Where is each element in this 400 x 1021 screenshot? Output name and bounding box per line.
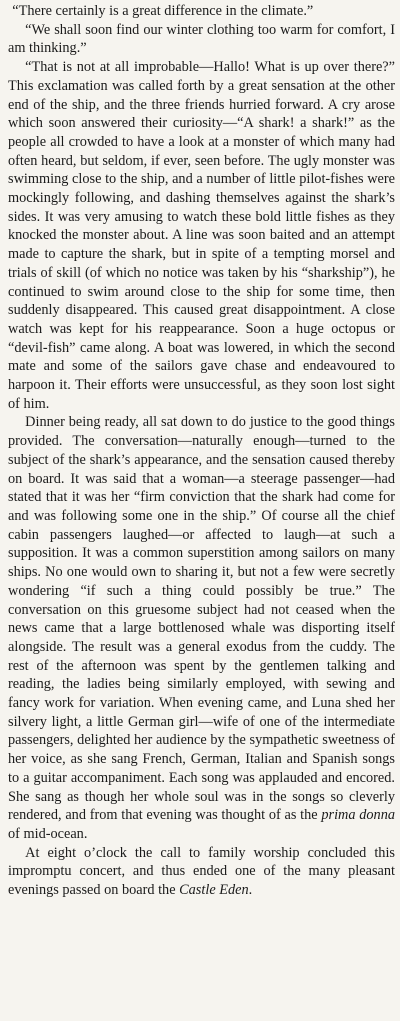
italic-text-run: Castle Eden — [179, 882, 249, 899]
text-run: “That is not at all improbable—Hallo! What is up over there?” This exclamation was called forth by a great sensation at the other end of the ship, and the three friends hurried forward. A cry arose which soon answered their curiosity—“A shark! a shark!” as the people all crowded to have a look at a monster of which many had often heard, but seldom, if ever, seen before. The ugly monster was swimming close to the ship, and a number of little pilot-fishes were mockingly following, and dashing themselves against the shark’s sides. It was very amusing to watch these bold little fishes as they knocked the monster about. A line was soon baited and an attempt made to capture the shark, but in spite of a tempting morsel and trials of skill (of which no notice was taken by his “sharkship”), he continued to swim around close to the ship for some time, then suddenly disappeared. This caused great disappointment. A close watch was kept for his reappearance. Soon a huge octopus or “devil-fish” came along. A boat was lowered, in which the second mate and some of the sailors gave chase and endeavoured to harpoon it. Their efforts were unsuccessful, as they soon lost sight of him. — [8, 59, 395, 412]
text-run: Dinner being ready, all sat down to do justice to the good things provided. The conversation—naturally enough—turned to the subject of the shark’s appearance, and the sensation caused thereby on board. It was said that a woman—a steerage passenger—had stated that it was her “firm conviction that the shark had come for and was following some one in the ship.” Of course all the chief cabin passengers laughed—or affected to laugh—at such a supposition. It was a common superstition among sailors on many ships. No one would own to sharing it, but not a few were secretly wondering “if such a thing could possibly be true.” The conversation on this gruesome subject had not ceased when the news came that a large bottlenosed whale was disporting itself alongside. The result was a general exodus from the cuddy. The rest of the afternoon was spent by the gentlemen talking and reading, the ladies being similarly employed, with sewing and fancy work for variation. When evening came, and Luna shed her silvery light, a little German girl—wife of one of the intermediate passengers, delighted her audience by the sympathetic sweetness of her voice, as she sang French, German, Italian and Spanish songs to a guitar accompaniment. Each song was applauded and encored. She sang as though her whole soul was in the songs so cleverly rendered, and from that evening was thought of as the — [8, 414, 395, 824]
book-page — [8, 2, 395, 1017]
paragraph-family-worship — [8, 844, 395, 900]
paragraph-shark-sighting — [8, 58, 395, 413]
text-run: “We shall soon find our winter clothing too warm for comfort, I am thinking.” — [8, 21, 395, 57]
paragraph-dinner-conversation — [8, 413, 395, 843]
text-run: of mid-ocean. — [8, 825, 88, 842]
text-run: . — [248, 882, 253, 899]
paragraph-climate-remark — [8, 2, 395, 21]
text-run: “There certainly is a great difference in the climate.” — [12, 3, 314, 19]
paragraph-winter-clothing — [8, 21, 395, 58]
text-run: At eight o’clock the call to family worship concluded this impromptu concert, and thus ended one of the many pleasant evenings passed on board the — [8, 844, 395, 899]
italic-text-run: prima donna — [321, 807, 395, 824]
